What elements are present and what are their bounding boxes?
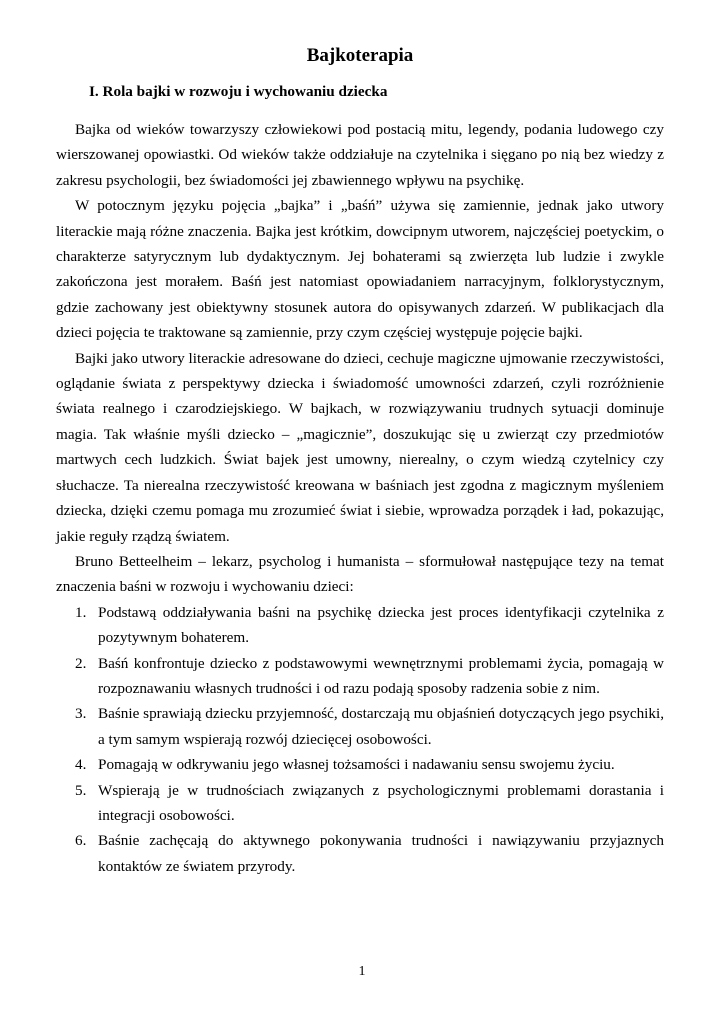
list-item-text: Baśń konfrontuje dziecko z podstawowymi wewnętrznymi problemami życia, pomagają w rozpoznawaniu własnych trudności i od razu podają sposoby radzenia sobie z nim. [98, 654, 664, 697]
list-item-text: Baśnie zachęcają do aktywnego pokonywania trudności i nawiązywaniu przyjaznych kontaktów ze światem przyrody. [98, 832, 664, 875]
list-item-number: 1. [75, 603, 87, 621]
list-item [56, 778, 664, 829]
list-item [56, 752, 664, 777]
list-item-number: 5. [75, 781, 87, 799]
paragraph: Bajka od wieków towarzyszy człowiekowi pod postacią mitu, legendy, podania ludowego czy wierszowanej opowiastki. Od wieków także oddziałuje na czytelnika i sięgano po nią bez wiedzy z zakresu psychologii, bez świadomości jej zbawiennego wpływu na psychikę. [56, 121, 664, 189]
theses-list [56, 600, 664, 879]
list-item [56, 828, 664, 879]
page-number: 1 [358, 964, 366, 979]
paragraph: W potocznym języku pojęcia „bajka” i „baśń” używa się zamiennie, jednak jako utwory literackie mają różne znaczenia. Bajka jest krótkim, dowcipnym utworem, najczęściej poetyckim, o charakterze satyrycznym lub dydaktycznym. Jej bohaterami są zwierzęta lub ludzie i zwykle zakończona jest morałem. Baśń jest natomiast opowiadaniem narracyjnym, folklorystycznym, gdzie zachowany jest obiektywny stosunek autora do opisywanych zdarzeń. W publikacjach dla dzieci pojęcia te traktowane są zamiennie, przy czym częściej występuje pojęcie bajki. [56, 197, 664, 342]
list-item-text: Wspierają je w trudnościach związanych z psychologicznymi problemami dorastania i integracji osobowości. [98, 781, 664, 824]
list-item-number: 3. [75, 705, 87, 723]
paragraph: Bruno Betteelheim – lekarz, psycholog i humanista – sformułował następujące tezy na temat znaczenia baśni w rozwoju i wychowaniu dzieci: [56, 552, 664, 596]
paragraph: Bajki jako utwory literackie adresowane do dzieci, cechuje magiczne ujmowanie rzeczywistości, oglądanie świata z perspektywy dziecka i świadomość umowności zdarzeń, czyli rozróżnienie świata realnego i czarodziejskiego. W bajkach, w rozwiązywaniu trudnych sytuacji dominuje magia. Tak właśnie myśli dziecko – „magicznie”, doszukując się u zwierząt czy przedmiotów martwych cech ludzkich. Świat bajek jest umowny, nierealny, o czym wiedzą czytelnicy czy słuchacze. Ta nierealna rzeczywistość kreowana w baśniach jest zgodna z magicznym myśleniem dziecka, dzięki czemu pomaga mu zrozumieć świat i siebie, wprowadza porządek i ład, pokazując, jakie reguły rządzą światem. [56, 349, 664, 545]
section-heading: I. Rola bajki w rozwoju i wychowaniu dziecka [89, 83, 388, 100]
list-item [56, 600, 664, 651]
list-item-text: Pomagają w odkrywaniu jego własnej tożsamości i nadawaniu sensu swojemu życiu. [98, 756, 615, 774]
list-item [56, 701, 664, 752]
list-item-number: 2. [75, 654, 87, 672]
list-item-number: 4. [75, 756, 87, 774]
list-item-number: 6. [75, 832, 87, 850]
list-item [56, 651, 664, 702]
list-item-text: Podstawą oddziaływania baśni na psychikę dziecka jest proces identyfikacji czytelnika z pozytywnym bohaterem. [98, 603, 664, 647]
document-title: Bajkoterapia [306, 45, 414, 66]
list-item-text: Baśnie sprawiają dziecku przyjemność, dostarczają mu objaśnień dotyczących jego psychiki, a tym samym wspierają rozwój dziecięcej osobowości. [98, 705, 664, 748]
